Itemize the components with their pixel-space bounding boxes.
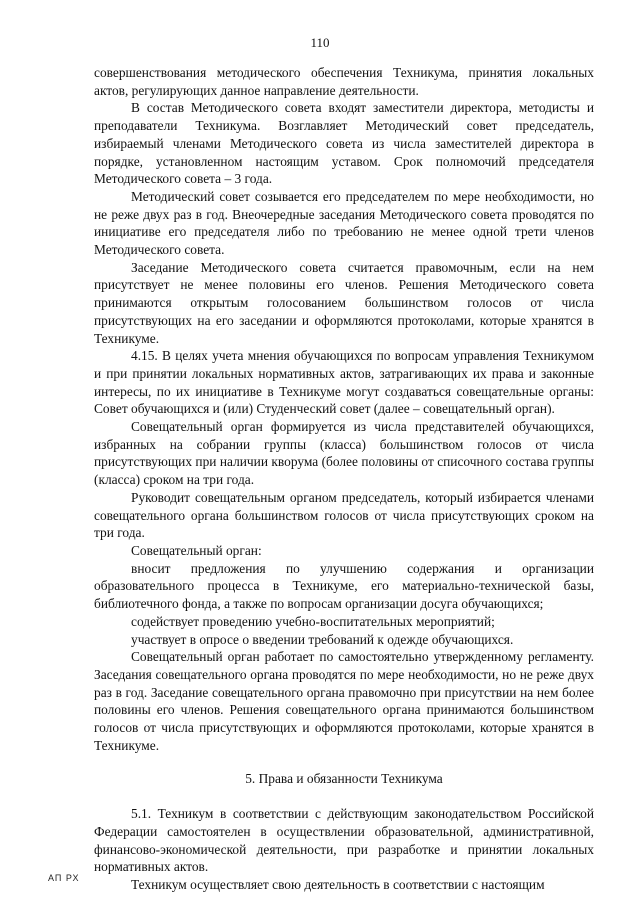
- list-item: участвует в опросе о введении требований к одежде обучающихся.: [131, 631, 514, 647]
- list-item: содействует проведению учебно-воспитательных мероприятий;: [131, 613, 495, 629]
- list-item: вносит предложения по улучшению содержания и организации образовательного процесса в Техникуме, его материально-технической базы, библиотечного фонда, а также по вопросам организации досуга обучающихся;: [94, 560, 594, 612]
- paragraph: Техникум осуществляет свою деятельность в соответствии с настоящим: [131, 876, 545, 892]
- footer-mark: АП РХ: [48, 873, 80, 883]
- paragraph: Методический совет созывается его председателем по мере необходимости, но не реже двух раз в год. Внеочередные заседания Методического совета проводятся по инициативе его председателя либо по требованию не менее одной трети членов Методического совета.: [94, 188, 594, 258]
- paragraph: Совещательный орган работает по самостоятельно утвержденному регламенту. Заседания совещательного органа проводятся по мере необходимости, но не реже двух раз в год. Заседание совещательного органа правомочно при присутствии на нем более половины его членов. Решения совещательного органа принимаются большинством голосов от числа присутствующих и оформляются протоколами, которые хранятся в Техникуме.: [94, 649, 594, 753]
- paragraph: Совещательный орган формируется из числа представителей обучающихся, избранных на собрании группы (класса) большинством голосов от числа присутствующих при наличии кворума (более половины от списочного состава группы (класса) сроком на три года.: [94, 419, 594, 488]
- document-body: [94, 64, 594, 894]
- paragraph: Заседание Методического совета считается правомочным, если на нем присутствует не менее половины его членов. Решения Методического совета принимаются открытым голосованием большинством голосов от числа присутствующих на его заседании и оформляются протоколами, которые хранятся в Техникуме.: [94, 259, 594, 346]
- paragraph: В состав Методического совета входят заместители директора, методисты и преподаватели Техникума. Возглавляет Методический совет председатель, избираемый членами Методического совета из числа заместителей директора в порядке, установленном настоящим уставом. Срок полномочий председателя Методического совета – 3 года.: [94, 100, 594, 187]
- paragraph: совершенствования методического обеспечения Техникума, принятия локальных актов, регулирующих данное направление деятельности.: [94, 65, 594, 98]
- section-heading: 5. Права и обязанности Техникума: [245, 771, 443, 787]
- page-number: 110: [310, 35, 330, 50]
- paragraph: Руководит совещательным органом председатель, который избирается членами совещательного органа большинством голосов от числа присутствующих сроком на три года.: [94, 489, 594, 541]
- paragraph: 4.15. В целях учета мнения обучающихся по вопросам управления Техникумом и при принятии локальных нормативных актов, затрагивающих их права и законные интересы, по их инициативе в Техникуме могут создаваться совещательные органы: Совет обучающихся и (или) Студенческий совет (далее – совещательный орган).: [94, 348, 594, 417]
- paragraph: Совещательный орган:: [131, 542, 262, 558]
- paragraph: 5.1. Техникум в соответствии с действующим законодательством Российской Федерации самостоятелен в осуществлении образовательной, административной, финансово-экономической деятельности, при разработке и принятии локальных нормативных актов.: [94, 806, 594, 875]
